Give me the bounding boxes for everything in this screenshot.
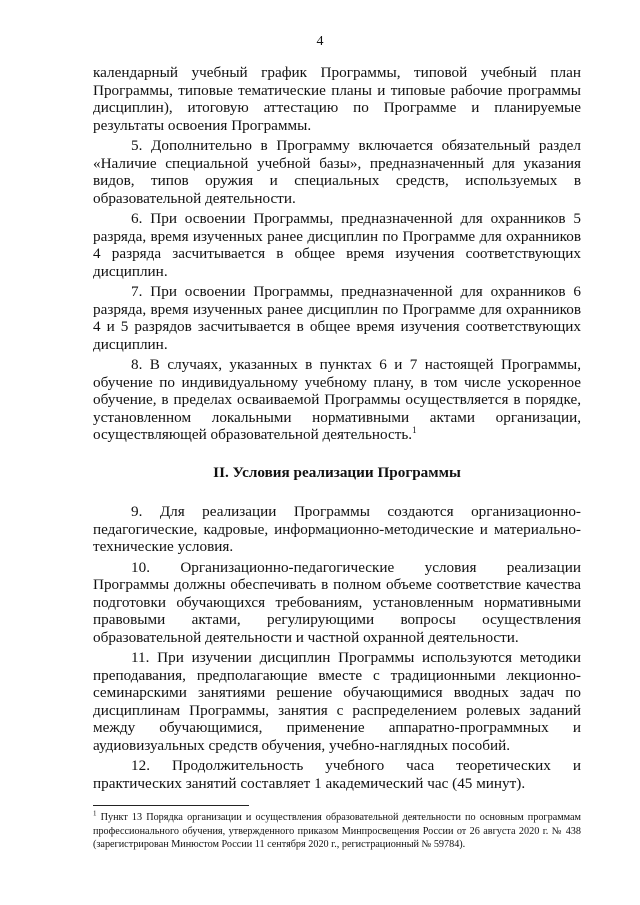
paragraph-11: 11. При изучении дисциплин Программы используются методики преподавания, предполагающие вместе с традиционными лекционно-семинарскими занятиями решение обучающимися вводных задач по дисциплинам Программы, занятия с распределением ролевых заданий между обучающимися, применение аппаратно-программных и аудиовизуальных средств обучения, учебно-наглядных пособий. [93,649,581,754]
paragraph-8 [93,356,581,444]
document-body [93,64,581,795]
footnote-text: Пункт 13 Порядка организации и осуществления образовательной деятельности по основным программам профессионального обучения, утвержденного приказом Минпросвещения России от 26 августа 2020 г. № 438 (зарегистрирован Минюстом России 11 сентября 2020 г., регистрационный № 59784). [93,812,582,850]
paragraph-5: 5. Дополнительно в Программу включается обязательный раздел «Наличие специальной учебной базы», предназначенный для указания видов, типов оружия и специальных средств, используемых в образовательной деятельности. [93,137,581,207]
paragraph-10: 10. Организационно-педагогические условия реализации Программы должны обеспечивать в полном объеме соответствие качества подготовки обучающихся требованиям, установленным нормативными правовыми актами, регулирующими вопросы осуществления образовательной деятельности и частной охранной деятельности. [93,558,581,646]
paragraph-8-text: 8. В случаях, указанных в пунктах 6 и 7 настоящей Программы, обучение по индивидуальному учебному плану, в том числе ускоренное обучение, в пределах осваиваемой Программы осуществляется в порядке, установленном локальными нормативными актами организации, осуществляющей образовательной деятельность. [93,356,581,443]
footnote-separator [93,805,249,806]
paragraph-12: 12. Продолжительность учебного часа теоретических и практических занятий составляет 1 академический час (45 минут). [93,757,581,792]
section-heading: II. Условия реализации Программы [213,463,461,481]
footnote-marker: 1 [93,809,97,818]
paragraph-continuation: календарный учебный график Программы, типовой учебный план Программы, типовые тематические планы и типовые рабочие программы дисциплин), итоговую аттестацию по Программе и планируемые результаты освоения Программы. [93,64,581,134]
paragraph-6: 6. При освоении Программы, предназначенной для охранников 5 разряда, время изученных ранее дисциплин по Программе для охранников 4 разряда засчитывается в общее время изучения соответствующих дисциплин. [93,210,581,280]
paragraph-7: 7. При освоении Программы, предназначенной для охранников 6 разряда, время изученных ранее дисциплин по Программе для охранников 4 и 5 разрядов засчитывается в общее время изучения соответствующих дисциплин. [93,283,581,353]
footnote-reference[interactable]: 1 [412,424,417,435]
page-number: 4 [316,34,324,49]
footnote [93,811,581,852]
paragraph-9: 9. Для реализации Программы создаются организационно-педагогические, кадровые, информационно-методические и материально-технические условия. [93,503,581,555]
